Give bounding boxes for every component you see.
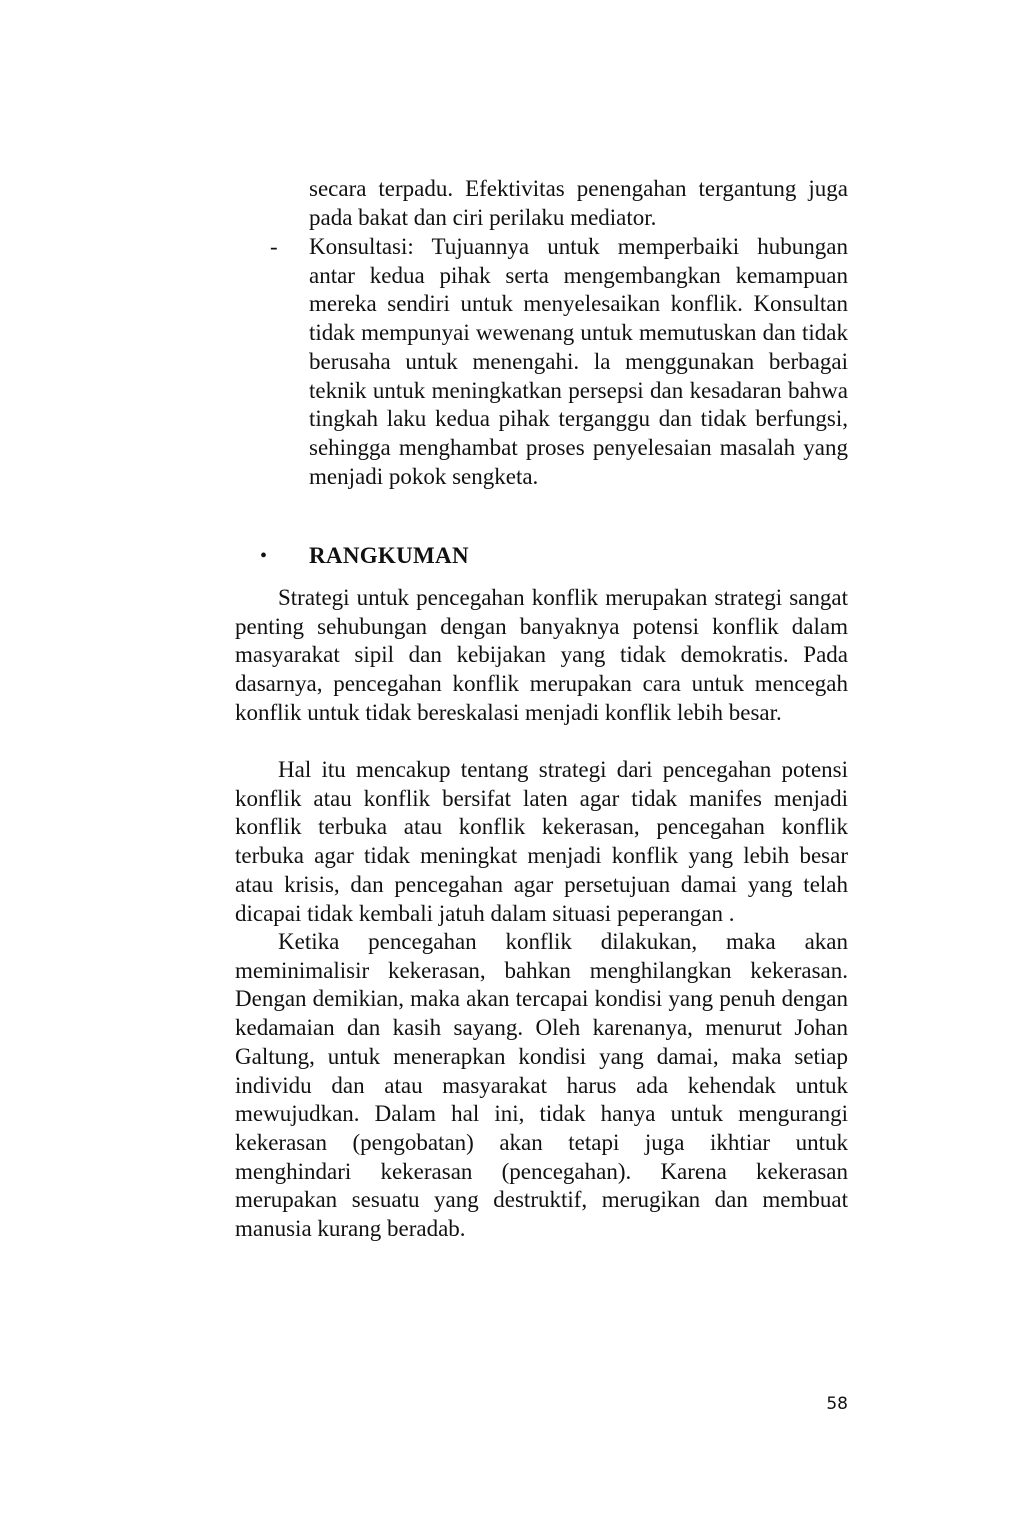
paragraph-1: Strategi untuk pencegahan konflik merupakan strategi sangat penting sehubungan dengan banyaknya potensi konflik dalam masyarakat sipil dan kebijakan yang tidak demokratis. Pada dasarnya, pencegahan konflik merupakan cara untuk mencegah konflik untuk tidak bereskalasi menjadi konflik lebih besar. — [235, 585, 848, 725]
paragraph-2: Hal itu mencakup tentang strategi dari pencegahan potensi konflik atau konflik bersifat laten agar tidak manifes menjadi konflik terbuka atau konflik kekerasan, pencegahan konflik terbuka agar tidak meningkat menjadi konflik yang lebih besar atau krisis, dan pencegahan agar persetujuan damai yang telah dicapai tidak kembali jatuh dalam situasi peperangan . — [235, 757, 848, 926]
list-item-konsultasi: Konsultasi: Tujuannya untuk memperbaiki hubungan antar kedua pihak serta mengembangkan kemampuan mereka sendiri untuk menyelesaikan konflik. Konsultan tidak mempunyai wewenang untuk memutuskan dan tidak berusaha untuk menengahi. la menggunakan berbagai teknik untuk meningkatkan persepsi dan kesadaran bahwa tingkah laku kedua pihak terganggu dan tidak berfungsi, sehingga menghambat proses penyelesaian masalah yang menjadi pokok sengketa. — [309, 234, 848, 489]
continuation-paragraph: secara terpadu. Efektivitas penengahan tergantung juga pada bakat dan ciri perilaku mediator. — [309, 176, 848, 230]
section-heading: RANGKUMAN — [309, 543, 469, 568]
bullet-icon: • — [260, 545, 268, 567]
paragraph-3: Ketika pencegahan konflik dilakukan, maka akan meminimalisir kekerasan, bahkan menghilangkan kekerasan. Dengan demikian, maka akan tercapai kondisi yang penuh dengan kedamaian dan kasih sayang. Oleh karenanya, menurut Johan Galtung, untuk menerapkan kondisi yang damai, maka setiap individu dan atau masyarakat harus ada kehendak untuk mewujudkan. Dalam hal ini, tidak hanya untuk mengurangi kekerasan (pengobatan) akan tetapi juga ikhtiar untuk menghindari kekerasan (pencegahan). Karena kekerasan merupakan sesuatu yang destruktif, merugikan dan membuat manusia kurang beradab. — [235, 929, 848, 1242]
page-number: 58 — [826, 1394, 848, 1414]
list-dash-marker: - — [270, 234, 278, 259]
